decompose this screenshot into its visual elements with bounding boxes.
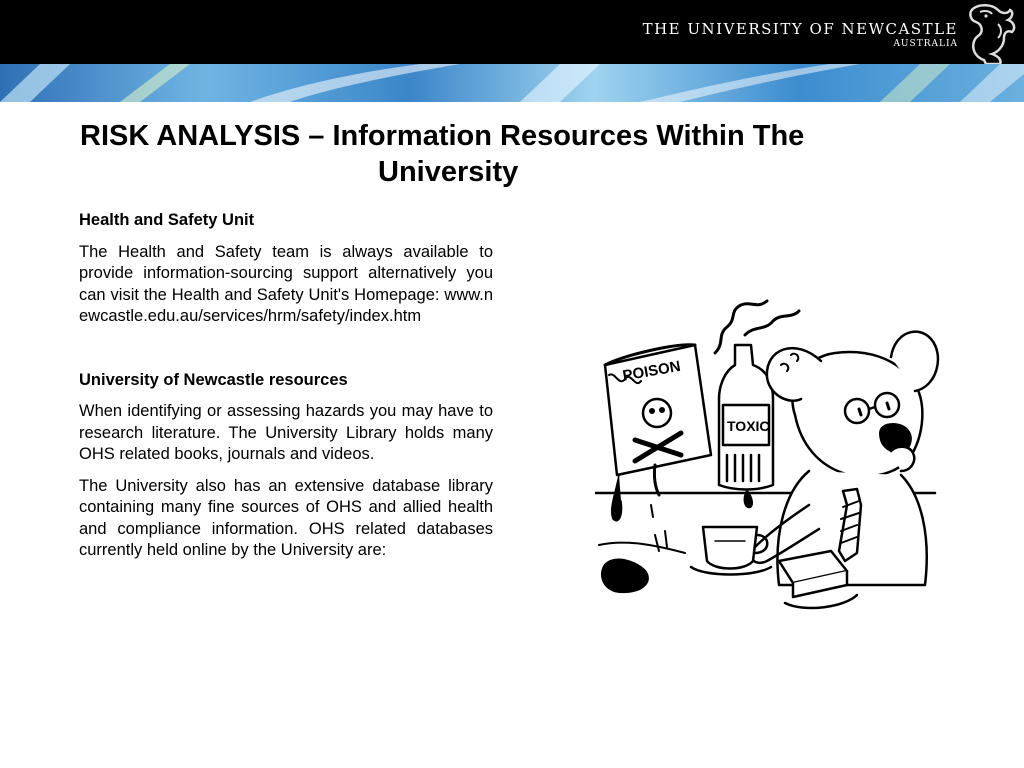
slide-body [79,210,493,572]
cup-icon [703,527,757,569]
university-country: AUSTRALIA [893,39,958,49]
skull-icon [643,399,671,427]
slide-title-line1: RISK ANALYSIS – Information Resources Within The [80,120,805,152]
slide-title [80,118,980,190]
health-safety-paragraph [79,242,493,328]
health-safety-url: www.newcastle.edu.au/services/hrm/safety/index.htm [79,285,494,325]
section-heading-uon-resources: University of Newcastle resources [79,370,348,389]
uon-resources-paragraph-2: The University also has an extensive database library containing many fine sources of OHS and allied health and compliance information. OHS related databases currently held online by the University are: [79,476,493,559]
section-heading-health-safety: Health and Safety Unit [79,211,255,229]
header-band [0,0,1024,64]
university-wordmark [643,20,958,50]
slide-title-line2: University [378,156,519,188]
glasses-icon [845,399,869,423]
uon-resources-paragraph-1: When identifying or assessing hazards you may have to research literature. The University Library holds many OHS related books, journals and videos. [79,402,493,463]
koala-cartoon-illustration [595,295,950,625]
seahorse-icon [962,2,1020,64]
poison-label: POISON [621,357,682,385]
university-name: THE UNIVERSITY OF NEWCASTLE [642,20,958,38]
health-safety-text: The Health and Safety team is always available to provide information-sourcing support alternatively you can visit the Health and Safety Unit's Homepage: [79,242,493,304]
header-wave-banner [0,64,1024,102]
toxic-label: TOXIC [727,418,770,434]
